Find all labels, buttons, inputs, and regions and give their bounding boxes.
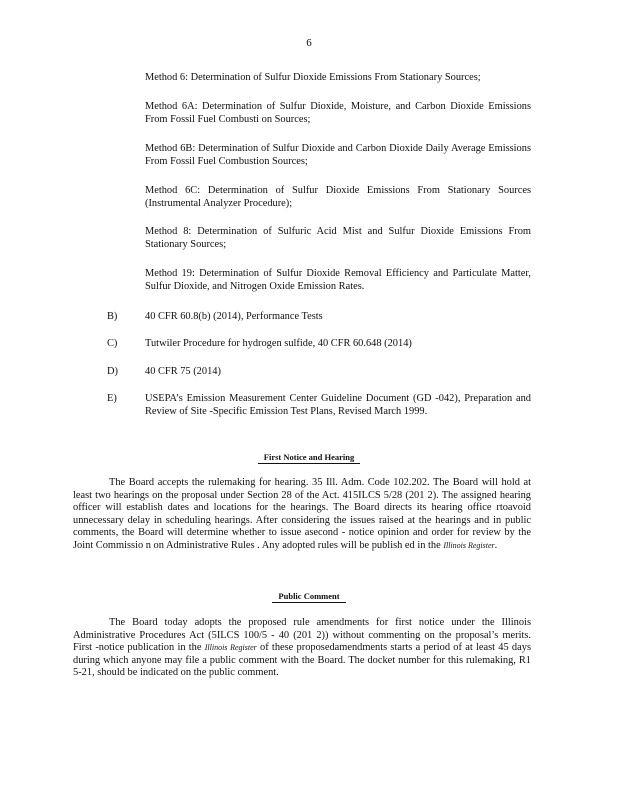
item-c-text: Tutwiler Procedure for hydrogen sulfide, 40 CFR 60.648 (2014)	[145, 338, 412, 349]
item-c-letter: C)	[107, 338, 118, 349]
item-d-text: 40 CFR 75 (2014)	[145, 366, 221, 377]
first-notice-end: .	[494, 539, 498, 551]
item-e-text: USEPA’s Emission Measurement Center Guideline Document (GD -042), Preparation and Review of Site -Specific Emission Test Plans, Revised March 1999.	[145, 393, 531, 417]
public-comment-paragraph	[73, 617, 531, 680]
section-heading-public-comment	[0, 590, 618, 603]
method-6b: Method 6B: Determination of Sulfur Dioxide and Carbon Dioxide Daily Average Emissions From Fossil Fuel Combustion Sources;	[145, 143, 531, 167]
public-comment-text: The Board today adopts the proposed rule amendments for first notice under the Illinois Administrative Procedures Act (5ILCS 100/5 - 40 (201 2)) without commenting on the proposal’s merits. First -notice publication in the	[73, 617, 531, 654]
item-b-letter: B)	[107, 311, 118, 322]
method-19: Method 19: Determination of Sulfur Dioxide Removal Efficiency and Particulate Matter, Sulfur Dioxide, and Nitrogen Oxide Emission Rates.	[145, 268, 531, 292]
method-6a: Method 6A: Determination of Sulfur Dioxide, Moisture, and Carbon Dioxide Emissions From Fossil Fuel Combusti on Sources;	[145, 101, 531, 125]
first-notice-text: The Board accepts the rulemaking for hearing. 35 Ill. Adm. Code 102.202. The Board will hold at least two hearings on the proposal under Section 28 of the Act. 415ILCS 5/28 (201 2). The assigned hearing officer will establish dates and locations for the hearings. The Board directs its hearing office rtoavoid unnecessary delay in scheduling hearings. After considering the issues raised at the hearings and in public comments, the Board will determine whether to issue asecond - notice opinion and order for review by the Joint Commissio n on Administrative Rules . Any adopted rules will be publish ed in the	[73, 477, 531, 551]
illinois-register-ref-2: Illinois Register	[204, 643, 257, 653]
public-comment-text-2: of these proposedamendments starts a period of at least 45 days during which anyone may file a public comment with the Board. The docket number for this rulemaking, R1 5-21, should be indicated on the public comment.	[73, 642, 531, 679]
section-heading-first-notice	[0, 451, 618, 464]
method-6c: Method 6C: Determination of Sulfur Dioxide Emissions From Stationary Sources (Instrumental Analyzer Procedure);	[145, 185, 531, 209]
public-comment-heading-text: Public Comment	[272, 591, 345, 603]
item-d-letter: D)	[107, 366, 118, 377]
page-number: 6	[306, 37, 312, 49]
method-8: Method 8: Determination of Sulfuric Acid Mist and Sulfur Dioxide Emissions From Stationary Sources;	[145, 226, 531, 250]
illinois-register-ref: Illinois Register	[443, 540, 495, 550]
item-b-text: 40 CFR 60.8(b) (2014), Performance Tests	[145, 311, 323, 322]
item-e-letter: E)	[107, 393, 117, 404]
first-notice-paragraph	[73, 477, 531, 553]
method-6: Method 6: Determination of Sulfur Dioxide Emissions From Stationary Sources;	[145, 72, 481, 83]
first-notice-heading-text: First Notice and Hearing	[258, 452, 360, 464]
